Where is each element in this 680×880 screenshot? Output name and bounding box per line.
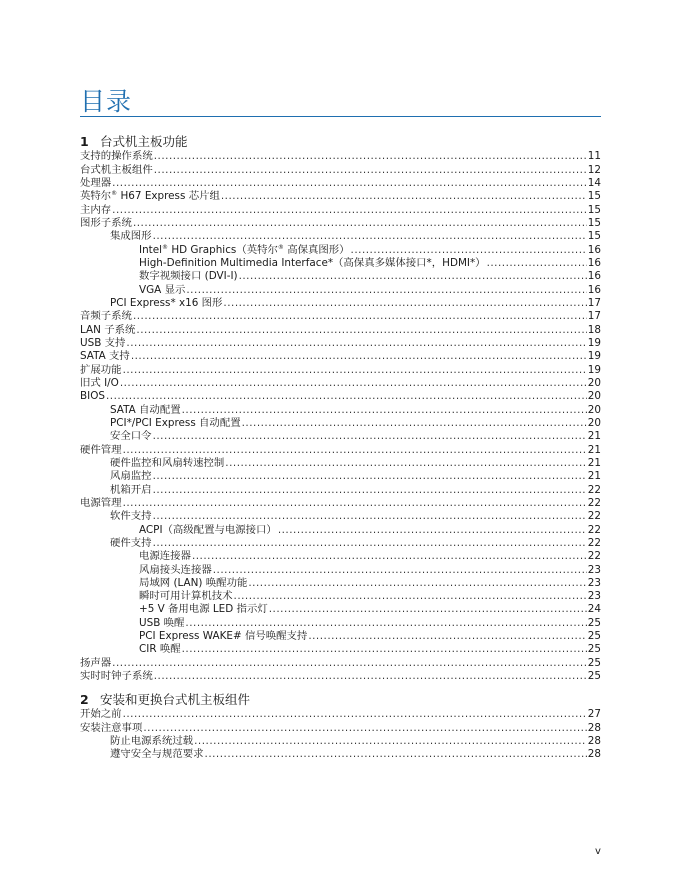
toc-page-number: 23 [587,576,601,589]
toc-page-number: 21 [587,456,601,469]
toc-page-number: 20 [587,416,601,429]
toc-page-number: 20 [587,376,601,389]
toc-page-number: 16 [587,256,601,269]
toc-entry-text: Intel [139,243,163,256]
dot-leader [205,748,587,761]
toc-page-number: 25 [587,656,601,669]
toc-entry-text: 电源连接器 [139,550,191,563]
toc-entry[interactable] [80,457,601,470]
registered-mark: ® [162,243,169,251]
dot-leader [154,150,587,163]
toc-entry-text: 英特尔 [80,190,112,203]
dot-leader [120,377,587,390]
toc-entry-text: 台式机主板组件 [80,163,153,176]
chapter-number: 2 [80,692,89,708]
toc-page-number: 25 [587,630,601,643]
toc-entry[interactable] [80,257,601,270]
toc-page-number: 15 [587,203,601,216]
toc-entry[interactable] [80,217,601,230]
toc-entry-title [139,257,486,270]
dot-leader [123,444,587,457]
title-rule [80,116,601,117]
toc-entry-title [139,244,350,257]
dot-leader [153,537,587,550]
toc-entry-text: H67 Express 芯片组 [117,190,220,203]
toc-page-number: 24 [587,603,601,616]
toc-entry-title [139,643,181,656]
toc-entry[interactable] [80,721,601,734]
toc-page-number: 12 [587,163,601,176]
toc-entry[interactable] [80,163,601,176]
dot-leader [154,670,587,683]
toc-page-number: 19 [587,336,601,349]
toc-entry[interactable] [80,510,601,523]
toc-entry-text: PCI Express WAKE# 信号唤醒支持 [139,630,308,643]
toc-entry[interactable] [80,643,601,656]
dot-leader [123,364,587,377]
dot-leader [213,564,587,577]
toc-entry[interactable] [80,283,601,296]
toc-entry-text: BIOS [80,390,105,403]
toc-page-number: 22 [587,510,601,523]
page-title: 目录 [80,87,133,116]
toc-entry[interactable] [80,470,601,483]
toc-entry[interactable] [80,363,601,376]
toc-page-number: 21 [587,430,601,443]
dot-leader [123,708,587,721]
toc-entry[interactable] [80,497,601,510]
dot-leader [123,497,587,510]
toc-page-number: 23 [587,590,601,603]
toc-page-number: 22 [587,536,601,549]
toc-entry-text: 音频子系统 [80,310,132,323]
toc-entry-title [80,350,130,363]
dot-leader [351,244,587,257]
toc-entry-title [139,284,185,297]
toc-entry[interactable] [80,270,601,283]
toc-entry[interactable] [80,390,601,403]
toc-entry-text: 安全口令 [110,430,152,443]
table-of-contents [80,132,601,761]
toc-entry[interactable] [80,577,601,590]
toc-entry[interactable] [80,670,601,683]
dot-leader [186,284,586,297]
dot-leader [131,350,587,363]
toc-page-number: 22 [587,496,601,509]
toc-page-number: 25 [587,643,601,656]
toc-entry-title [139,617,184,630]
toc-entry-title [80,190,220,203]
toc-entry-text: 支持的操作系统 [80,150,153,163]
toc-entry-title [80,444,122,457]
toc-entry[interactable] [80,310,601,323]
dot-leader [242,417,587,430]
dot-leader [223,297,586,310]
toc-entry-title [80,657,111,670]
toc-entry[interactable] [80,656,601,669]
toc-entry-text: 集成图形 [110,230,152,243]
toc-entry-text: LAN 子系统 [80,323,136,336]
toc-entry[interactable] [80,443,601,456]
toc-entry-text: 处理器 [80,176,112,189]
page-number: v [595,846,601,857]
toc-page-number: 19 [587,350,601,363]
toc-entry-text: 扩展功能 [80,363,122,376]
dot-leader [153,230,587,243]
toc-entry-title [110,297,222,310]
toc-entry-title [110,735,193,748]
toc-entry-text: VGA 显示 [139,283,186,296]
toc-entry-text: SATA 支持 [80,350,130,363]
dot-leader [192,550,587,563]
toc-entry[interactable] [80,708,601,721]
toc-entry-text: 图形子系统 [80,216,132,229]
dot-leader [185,617,586,630]
dot-leader [225,457,586,470]
toc-entry-text: 风扇接头连接器 [139,563,212,576]
toc-entry-title [110,417,241,430]
toc-entry-text: 风扇监控 [110,470,152,483]
dot-leader [153,484,587,497]
dot-leader [153,470,587,483]
dot-leader [487,257,587,270]
toc-entry-title [80,390,105,403]
toc-page-number: 16 [587,270,601,283]
dot-leader [269,603,587,616]
dot-leader [239,270,587,283]
toc-page-number: 17 [587,296,601,309]
toc-page-number: 22 [587,550,601,563]
dot-leader [133,310,587,323]
toc-entry-title [80,708,122,721]
toc-entry-title [110,430,152,443]
toc-entry[interactable] [80,230,601,243]
toc-entry-title [139,270,238,283]
toc-page-number: 20 [587,390,601,403]
toc-entry-text: High-Definition Multimedia Interface*（高保真多媒体接口*，HDMI*） [139,256,486,269]
toc-entry-title [110,748,204,761]
toc-entry-text: USB 支持 [80,336,126,349]
toc-entry-text: 遵守安全与规范要求 [110,748,204,761]
toc-entry-text: 局域网 (LAN) 唤醒功能 [139,576,248,589]
toc-entry-title [139,577,247,590]
chapter-heading[interactable] [80,132,601,148]
toc-entry-text: 软件支持 [110,510,152,523]
toc-page-number: 23 [587,563,601,576]
toc-entry-text: 机箱开启 [110,483,152,496]
toc-entry-text: 硬件监控和风扇转速控制 [110,456,225,469]
toc-entry-text: CIR 唤醒 [139,643,181,656]
toc-entry[interactable] [80,603,601,616]
toc-entry-title [139,524,277,537]
toc-entry-title [80,177,111,190]
toc-entry-text: 实时时钟子系统 [80,670,153,683]
toc-entry[interactable] [80,748,601,761]
toc-page-number: 21 [587,443,601,456]
toc-entry-title [110,230,152,243]
toc-entry-text: 硬件管理 [80,443,122,456]
toc-entry-title [139,630,307,643]
toc-entry-title [110,404,181,417]
toc-page-number: 22 [587,483,601,496]
toc-entry[interactable] [80,203,601,216]
toc-entry-text: HD Graphics（英特尔 [168,243,278,256]
toc-page-number: 16 [587,283,601,296]
dot-leader [112,657,587,670]
toc-entry[interactable] [80,430,601,443]
dot-leader [106,390,587,403]
toc-entry-title [139,590,233,603]
toc-entry[interactable] [80,616,601,629]
toc-entry-title [139,603,268,616]
dot-leader [221,190,587,203]
toc-entry-title [139,564,212,577]
dot-leader [126,337,586,350]
toc-entry-title [80,310,132,323]
toc-entry[interactable] [80,377,601,390]
toc-entry-text: 开始之前 [80,708,122,721]
dot-leader [182,404,587,417]
toc-entry[interactable] [80,563,601,576]
toc-entry[interactable] [80,350,601,363]
toc-entry-text: PCI Express* x16 图形 [110,296,223,309]
toc-page-number: 19 [587,363,601,376]
toc-entry[interactable] [80,630,601,643]
toc-entry[interactable] [80,177,601,190]
registered-mark: ® [111,190,118,198]
toc-entry[interactable] [80,150,601,163]
toc-entry-text: SATA 自动配置 [110,403,181,416]
dot-leader [182,643,587,656]
toc-entry-title [80,150,153,163]
toc-entry-text: 高保真图形） [283,243,350,256]
toc-entry-title [80,324,135,337]
toc-entry-title [80,337,125,350]
toc-entry-text: 数字视频接口 (DVI-I) [139,270,238,283]
toc-entry[interactable] [80,590,601,603]
chapter-title: 台式机主板功能 [100,134,188,149]
toc-entry-title [80,722,142,735]
toc-page-number: 14 [587,176,601,189]
toc-entry-title [110,484,152,497]
toc-entry-text: PCI*/PCI Express 自动配置 [110,416,241,429]
toc-entry-text: 主内存 [80,203,112,216]
dot-leader [133,217,587,230]
toc-entry-title [80,364,122,377]
dot-leader [248,577,586,590]
toc-page-number: 18 [587,323,601,336]
toc-page-number: 16 [587,243,601,256]
toc-entry-title [80,217,132,230]
toc-page-number: 25 [587,670,601,683]
toc-entry-title [80,164,153,177]
toc-entry[interactable] [80,243,601,256]
toc-entry-text: USB 唤醒 [139,616,185,629]
toc-page-number: 25 [587,616,601,629]
toc-entry[interactable] [80,417,601,430]
dot-leader [153,430,587,443]
toc-page-number: 22 [587,523,601,536]
toc-entry[interactable] [80,297,601,310]
toc-page-number: 17 [587,310,601,323]
toc-entry[interactable] [80,550,601,563]
dot-leader [153,510,587,523]
toc-page-number: 28 [587,735,601,748]
toc-page-number: 15 [587,216,601,229]
toc-page-number: 20 [587,403,601,416]
toc-entry[interactable] [80,735,601,748]
toc-page-number: 15 [587,230,601,243]
toc-entry[interactable] [80,337,601,350]
dot-leader [112,177,587,190]
toc-entry-title [139,550,191,563]
toc-entry-title [110,537,152,550]
toc-entry-title [110,470,152,483]
toc-entry[interactable] [80,523,601,536]
toc-page-number: 15 [587,190,601,203]
dot-leader [112,204,587,217]
toc-entry[interactable] [80,190,601,203]
toc-entry-text: 电源管理 [80,496,122,509]
toc-page-number: 11 [587,150,601,163]
toc-page-number: 21 [587,470,601,483]
toc-entry-text: ACPI（高级配置与电源接口） [139,523,277,536]
chapter-title: 安装和更换台式机主板组件 [100,692,251,708]
toc-entry-text: 瞬时可用计算机技术 [139,590,233,603]
registered-mark: ® [277,243,284,251]
dot-leader [308,630,586,643]
toc-entry[interactable] [80,537,601,550]
toc-entry-title [80,670,153,683]
toc-entry[interactable] [80,483,601,496]
toc-entry-text: 防止电源系统过载 [110,735,194,748]
toc-entry-text: 安装注意事项 [80,721,143,734]
dot-leader [234,590,587,603]
toc-entry-text: 硬件支持 [110,536,152,549]
toc-entry-title [80,377,119,390]
toc-entry-title [80,497,122,510]
toc-page-number: 28 [587,748,601,761]
toc-entry[interactable] [80,403,601,416]
toc-entry-text: +5 V 备用电源 LED 指示灯 [139,603,268,616]
toc-page-number: 27 [587,708,601,721]
dot-leader [278,524,587,537]
toc-entry-title [80,204,111,217]
dot-leader [136,324,586,337]
dot-leader [154,164,587,177]
toc-entry[interactable] [80,323,601,336]
toc-entry-text: 旧式 I/O [80,376,119,389]
dot-leader [143,722,586,735]
chapter-number: 1 [80,134,89,149]
toc-entry-text: 扬声器 [80,656,112,669]
toc-entry-title [110,510,152,523]
chapter-heading[interactable] [80,690,601,706]
dot-leader [194,735,587,748]
toc-entry-title [110,457,224,470]
toc-page-number: 28 [587,721,601,734]
